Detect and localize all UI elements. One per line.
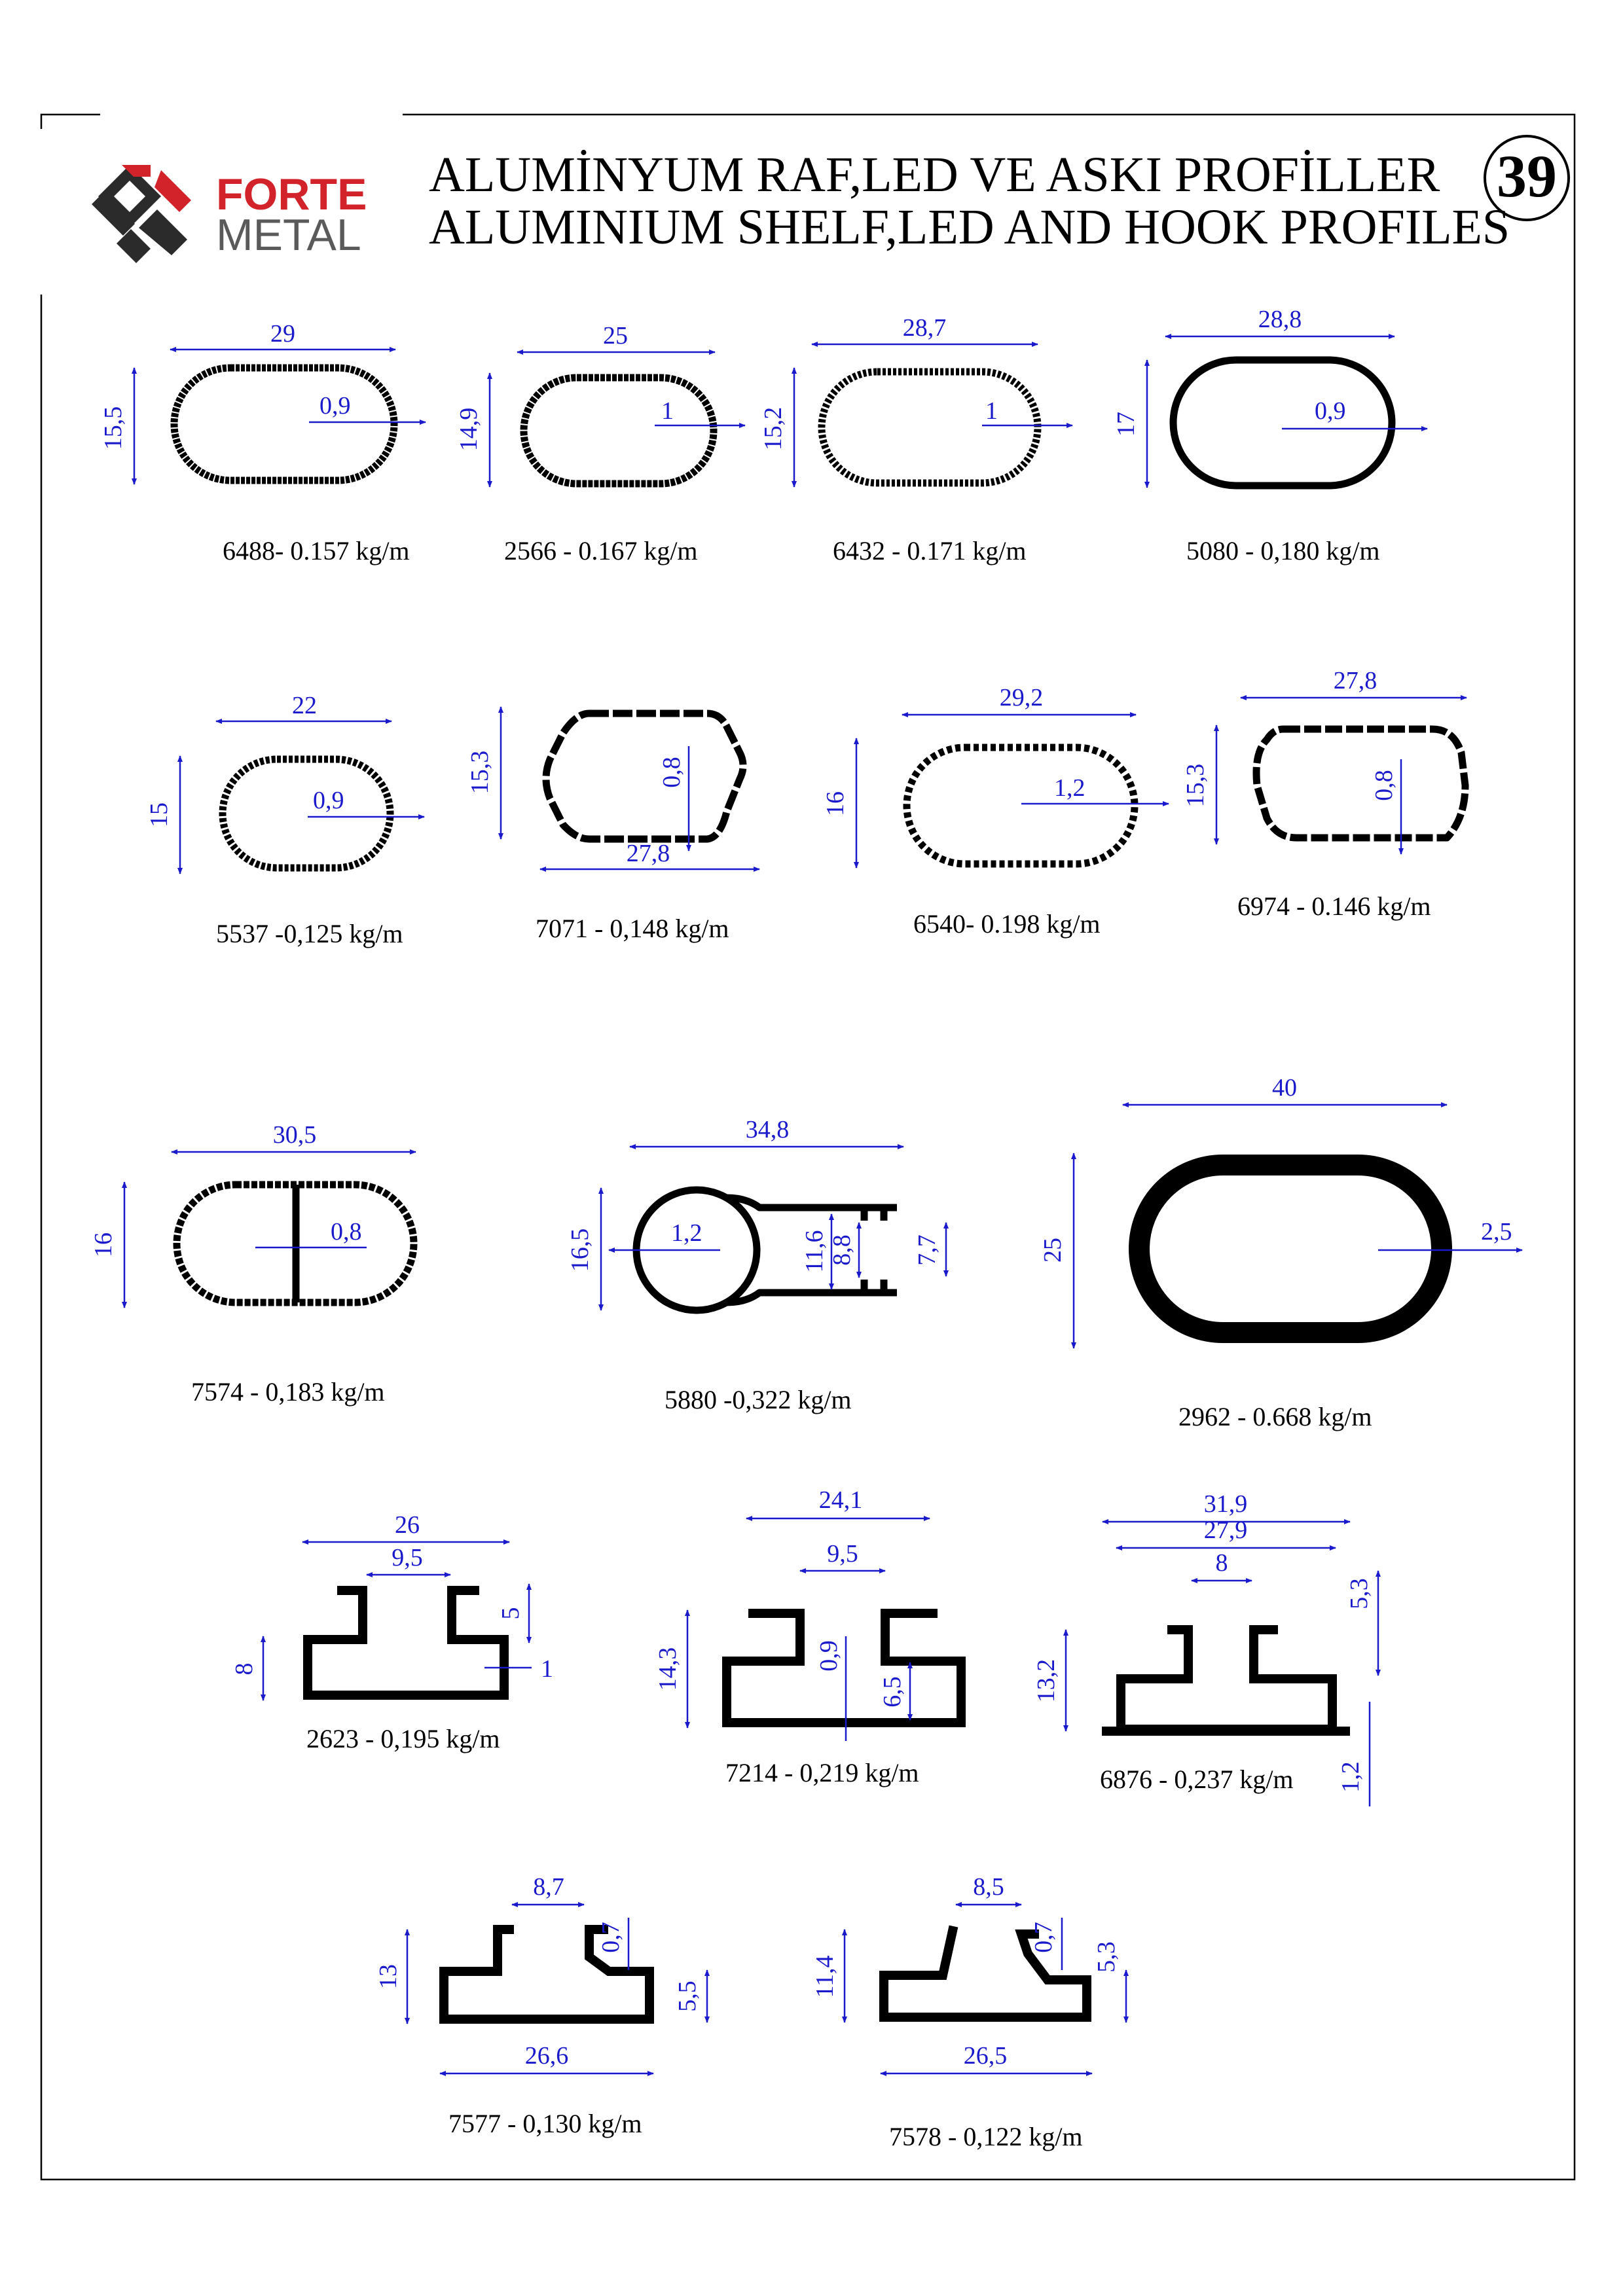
dim-7071-wall: 0,8 bbox=[658, 757, 685, 788]
dim-6540-height: 16 bbox=[822, 791, 849, 816]
profile-7578 bbox=[811, 1873, 1126, 2151]
label-7071: 7071 - 0,148 kg/m bbox=[536, 914, 729, 943]
dim-7214-height: 14,3 bbox=[654, 1647, 682, 1691]
profile-2962 bbox=[1039, 1074, 1522, 1431]
dim-6540-width: 29,2 bbox=[999, 684, 1044, 711]
dim-7578-height: 11,4 bbox=[811, 1955, 839, 1998]
profile-2962-shape bbox=[1139, 1165, 1442, 1333]
dim-2623-lip: 5 bbox=[497, 1607, 524, 1620]
profile-5537-shape bbox=[223, 759, 390, 868]
dim-7214-width: 24,1 bbox=[818, 1486, 863, 1514]
dim-2566-width: 25 bbox=[603, 322, 628, 350]
page-number: 39 bbox=[1497, 143, 1557, 209]
profile-6974 bbox=[1182, 667, 1467, 921]
dim-2623-gap: 9,5 bbox=[392, 1544, 423, 1571]
dim-7577-lip: 5,5 bbox=[674, 1981, 701, 2012]
profile-6876 bbox=[1032, 1490, 1378, 1806]
dim-2623-height: 8 bbox=[230, 1662, 258, 1676]
label-6432: 6432 - 0.171 kg/m bbox=[833, 536, 1027, 565]
dim-2566-wall: 1 bbox=[661, 397, 674, 425]
profile-6488-shape bbox=[174, 368, 394, 480]
label-7577: 7577 - 0,130 kg/m bbox=[448, 2109, 642, 2138]
profile-7577 bbox=[374, 1873, 707, 2138]
dim-7214-gap: 9,5 bbox=[827, 1540, 858, 1568]
dim-7574-width: 30,5 bbox=[272, 1121, 317, 1149]
profile-7214 bbox=[654, 1486, 961, 1787]
dim-5080-wall: 0,9 bbox=[1315, 397, 1346, 425]
title-turkish: ALUMİNYUM RAF,LED VE ASKI PROFİLLER bbox=[429, 147, 1440, 202]
dim-5537-wall: 0,9 bbox=[313, 787, 344, 814]
profile-6432-shape bbox=[822, 372, 1038, 483]
dim-6876-lip: 5,3 bbox=[1345, 1578, 1373, 1609]
dim-7577-wall: 0,7 bbox=[597, 1922, 625, 1953]
label-6488: 6488- 0.157 kg/m bbox=[223, 536, 410, 565]
label-5080: 5080 - 0,180 kg/m bbox=[1186, 536, 1380, 565]
label-7574: 7574 - 0,183 kg/m bbox=[191, 1377, 385, 1407]
profile-6540-shape bbox=[907, 747, 1135, 864]
dim-7214-wall: 0,9 bbox=[815, 1640, 843, 1672]
dim-5537-height: 15 bbox=[145, 802, 173, 827]
label-5880: 5880 -0,322 kg/m bbox=[665, 1385, 852, 1414]
logo-mark-icon bbox=[92, 165, 191, 263]
dim-2962-height: 25 bbox=[1039, 1238, 1067, 1263]
profile-2566-shape bbox=[524, 378, 714, 484]
profile-7574 bbox=[90, 1121, 416, 1407]
dim-7577-height: 13 bbox=[374, 1964, 402, 1989]
dim-7578-lip: 5,3 bbox=[1093, 1941, 1120, 1973]
label-6540: 6540- 0.198 kg/m bbox=[913, 909, 1101, 939]
profile-6540 bbox=[822, 684, 1169, 939]
dim-7574-height: 16 bbox=[90, 1232, 117, 1257]
forte-metal-logo bbox=[92, 165, 367, 263]
dim-5080-height: 17 bbox=[1112, 412, 1140, 437]
dim-5880-wall: 1,2 bbox=[671, 1219, 702, 1247]
brand-name-bottom: METAL bbox=[216, 210, 361, 260]
dim-5880-inner: 11,6 bbox=[801, 1230, 828, 1273]
dim-2962-wall: 2,5 bbox=[1481, 1218, 1512, 1246]
title-english: ALUMINIUM SHELF,LED AND HOOK PROFILES bbox=[429, 200, 1510, 255]
profile-5080 bbox=[1112, 306, 1427, 565]
dim-2962-width: 40 bbox=[1272, 1074, 1297, 1102]
dim-6488-wall: 0,9 bbox=[319, 392, 351, 420]
dim-7214-lip: 6,5 bbox=[879, 1676, 906, 1708]
profile-7071-shape bbox=[546, 713, 743, 839]
profile-6974-shape bbox=[1256, 729, 1465, 838]
dim-6488-width: 29 bbox=[270, 320, 295, 348]
label-2962: 2962 - 0.668 kg/m bbox=[1178, 1402, 1372, 1431]
profile-2623-shape bbox=[308, 1590, 504, 1695]
label-6876: 6876 - 0,237 kg/m bbox=[1100, 1765, 1294, 1794]
profile-5537 bbox=[145, 692, 424, 948]
dim-6876-inner: 27,9 bbox=[1203, 1516, 1248, 1544]
profile-5080-shape bbox=[1173, 360, 1392, 486]
dim-7071-width: 27,8 bbox=[626, 840, 670, 867]
dim-2623-wall: 1 bbox=[541, 1655, 553, 1683]
dim-6876-height: 13,2 bbox=[1032, 1659, 1060, 1703]
brand-name-top: FORTE bbox=[216, 170, 367, 219]
label-7578: 7578 - 0,122 kg/m bbox=[889, 2122, 1083, 2151]
dim-7578-width: 26,5 bbox=[963, 2042, 1008, 2070]
page-number-badge bbox=[1485, 136, 1569, 220]
profile-2623 bbox=[230, 1511, 553, 1753]
dim-7578-wall: 0,7 bbox=[1030, 1922, 1057, 1953]
dim-2566-height: 14,9 bbox=[455, 407, 483, 452]
dim-7071-height: 15,3 bbox=[466, 750, 494, 795]
dim-6876-width: 31,9 bbox=[1203, 1490, 1248, 1518]
label-5537: 5537 -0,125 kg/m bbox=[216, 919, 403, 948]
dim-6876-gap: 8 bbox=[1215, 1549, 1228, 1577]
dim-6432-height: 15,2 bbox=[759, 406, 787, 451]
label-7214: 7214 - 0,219 kg/m bbox=[725, 1758, 919, 1787]
profile-6876-shape bbox=[1121, 1630, 1332, 1729]
dim-6974-height: 15,3 bbox=[1182, 763, 1209, 808]
dim-2623-width: 26 bbox=[395, 1511, 420, 1539]
dim-6876-base: 1,2 bbox=[1337, 1761, 1364, 1793]
dim-5880-width: 34,8 bbox=[745, 1116, 790, 1143]
dim-6974-width: 27,8 bbox=[1333, 667, 1377, 694]
dim-5880-slot: 8,8 bbox=[828, 1234, 856, 1266]
profile-6432 bbox=[759, 314, 1072, 565]
dim-7578-gap: 8,5 bbox=[973, 1873, 1004, 1901]
dim-5880-opening: 7,7 bbox=[913, 1234, 941, 1266]
profile-2566 bbox=[0, 0, 745, 565]
dim-6432-wall: 1 bbox=[985, 397, 998, 425]
label-2566-visible: 2566 - 0.167 kg/m bbox=[504, 536, 698, 565]
dim-6432-width: 28,7 bbox=[902, 314, 947, 342]
dim-7577-width: 26,6 bbox=[524, 2042, 569, 2070]
dim-7574-wall: 0,8 bbox=[331, 1218, 362, 1246]
label-2623: 2623 - 0,195 kg/m bbox=[306, 1724, 500, 1753]
profile-5880 bbox=[566, 1116, 946, 1414]
label-6974: 6974 - 0.146 kg/m bbox=[1237, 891, 1431, 921]
profile-6488 bbox=[100, 320, 426, 565]
dim-5080-width: 28,8 bbox=[1258, 306, 1302, 333]
dim-6488-height: 15,5 bbox=[100, 406, 127, 450]
dim-5537-width: 22 bbox=[292, 692, 317, 719]
dim-6540-wall: 1,2 bbox=[1054, 774, 1085, 802]
dim-5880-height: 16,5 bbox=[566, 1228, 594, 1272]
profile-7071 bbox=[466, 707, 759, 943]
dim-7577-gap: 8,7 bbox=[533, 1873, 564, 1901]
profile-7214-shape bbox=[727, 1613, 961, 1723]
dim-6974-wall: 0,8 bbox=[1370, 770, 1398, 801]
